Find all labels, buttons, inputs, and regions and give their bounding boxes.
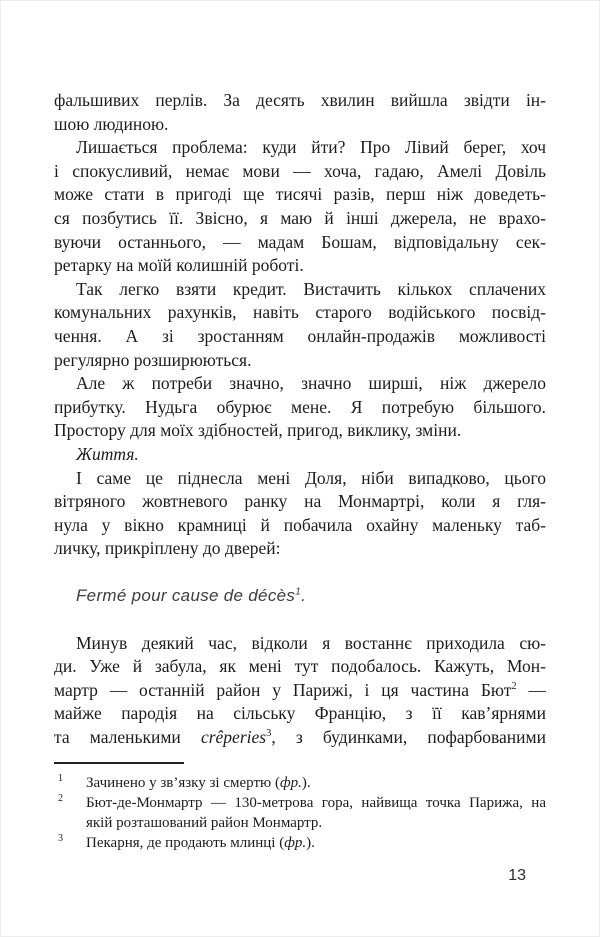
paragraph-continuation bbox=[54, 89, 546, 136]
footnote-number: 3 bbox=[58, 832, 63, 844]
text-segment: і спокусливий, немає мови — хоча, гадаю, Амелі Довіль bbox=[54, 160, 546, 181]
paragraph-fate bbox=[54, 467, 546, 561]
text-line bbox=[54, 655, 546, 679]
footnotes bbox=[54, 773, 546, 853]
footnote-3 bbox=[54, 833, 546, 853]
text-segment: фальшивих перлів. За десять хвилин вийшла звідти ін- bbox=[54, 90, 546, 110]
text-segment: ). bbox=[306, 834, 315, 851]
text-line bbox=[54, 349, 546, 373]
text-segment: фр. bbox=[284, 834, 307, 851]
text-segment: Зачинено у зв’язку зі смертю ( bbox=[86, 774, 280, 791]
text-line bbox=[54, 467, 546, 491]
paragraph-credit bbox=[54, 278, 546, 372]
text-line bbox=[54, 278, 546, 302]
text-line bbox=[54, 396, 546, 420]
text-segment: Fermé pour cause de décès bbox=[76, 586, 296, 606]
text-segment: мартр — останній район у Парижі, і ця частина Бют bbox=[54, 679, 512, 700]
text-segment: Простору для моїх здібностей, пригод, виклику, зміни. bbox=[54, 420, 462, 441]
text-segment: личку, прикріплену до дверей: bbox=[54, 538, 281, 559]
text-line bbox=[54, 679, 546, 703]
text-line bbox=[54, 89, 546, 113]
text-segment: . bbox=[301, 586, 307, 606]
text-line bbox=[54, 443, 546, 467]
text-segment: чення. А зі зростанням онлайн-продажів можливості bbox=[54, 325, 546, 346]
paragraph-problem-where-to-go bbox=[54, 136, 546, 278]
text-segment: Пекарня, де продають млинці ( bbox=[86, 834, 285, 851]
text-line bbox=[54, 183, 546, 207]
text-line bbox=[86, 773, 546, 793]
text-segment: може стати в пригоді ще тисячі разів, перш ніж доведеть- bbox=[54, 184, 546, 205]
footnote-number: 1 bbox=[58, 772, 63, 784]
text-line bbox=[54, 301, 546, 325]
text-segment: фр. bbox=[279, 774, 302, 791]
text-segment: ). bbox=[301, 774, 311, 791]
text-line bbox=[54, 584, 546, 608]
paragraph-needs bbox=[54, 372, 546, 443]
text-line bbox=[54, 231, 546, 255]
text-line bbox=[54, 419, 546, 443]
text-segment: ся позбутись її. Звісно, я маю й інші джерела, не врахо- bbox=[54, 207, 546, 228]
footnote-2 bbox=[54, 793, 546, 833]
text-segment: ди. Уже й забула, як мені тут подобалось. Кажуть, Мон- bbox=[54, 656, 546, 677]
text-line bbox=[86, 813, 546, 833]
paragraph-life bbox=[54, 443, 546, 467]
text-segment: прибутку. Нудьга обурює мене. Я потребую більшого. bbox=[54, 396, 546, 417]
page-content bbox=[54, 89, 546, 853]
footnote-1 bbox=[54, 773, 546, 793]
text-line bbox=[86, 833, 546, 853]
text-segment: шою людиною. bbox=[54, 113, 169, 134]
text-segment: якій розташований район Монмартр. bbox=[86, 814, 323, 831]
text-segment: Так легко взяти кредит. Вистачить кількох сплачених bbox=[76, 278, 546, 299]
paragraph-montmartre bbox=[54, 632, 546, 750]
text-line bbox=[54, 160, 546, 184]
text-segment: вітряного жовтневого ранку на Монмартрі, коли я гля- bbox=[54, 491, 546, 512]
text-line bbox=[54, 113, 546, 137]
body-text bbox=[54, 89, 546, 750]
paragraph-ferme-sign bbox=[54, 584, 546, 608]
text-segment: та маленькими bbox=[54, 727, 201, 748]
text-line bbox=[54, 702, 546, 726]
text-segment: Бют-де-Монмартр — 130-метрова гора, найвища точка Парижа, на bbox=[86, 794, 546, 811]
text-segment: комунальних рахунків, навіть старого водійського посвід- bbox=[54, 302, 546, 323]
text-line bbox=[86, 793, 546, 813]
text-segment: нула у вікно крамниці й побачила охайну маленьку таб- bbox=[54, 514, 546, 535]
text-segment: регулярно розширюються. bbox=[54, 349, 252, 370]
text-segment: Але ж потреби значно, значно ширші, ніж джерело bbox=[76, 373, 546, 394]
text-line bbox=[54, 490, 546, 514]
text-line bbox=[54, 372, 546, 396]
text-line bbox=[54, 254, 546, 278]
superscript-ref: 3 bbox=[266, 728, 272, 740]
footnote-number: 2 bbox=[58, 792, 63, 804]
text-segment: Минув деякий час, відколи я востаннє приходила сю- bbox=[76, 632, 546, 653]
text-line bbox=[54, 207, 546, 231]
text-segment: Лишається проблема: куди йти? Про Лівий берег, хоч bbox=[76, 137, 546, 158]
text-line bbox=[54, 325, 546, 349]
text-line bbox=[54, 537, 546, 561]
footnote-divider bbox=[54, 762, 184, 764]
text-line bbox=[54, 632, 546, 656]
text-segment: І саме це піднесла мені Доля, ніби випадково, цього bbox=[76, 467, 546, 488]
text-segment: ретарку на моїй колишній роботі. bbox=[54, 255, 304, 276]
text-segment: вуючи останнього, — мадам Бошам, відповідальну сек- bbox=[54, 231, 546, 252]
text-segment: майже пародія на сільську Францію, з її кав’ярнями bbox=[54, 703, 546, 724]
text-segment: crêperies bbox=[200, 727, 267, 748]
text-segment: , з будинками, пофарбованими bbox=[271, 727, 546, 748]
text-line bbox=[54, 514, 546, 538]
superscript-ref: 2 bbox=[511, 681, 517, 693]
text-segment: Життя. bbox=[76, 443, 139, 464]
text-line bbox=[54, 726, 546, 750]
text-segment: — bbox=[516, 679, 547, 700]
superscript-ref: 1 bbox=[295, 586, 302, 598]
page-number: 13 bbox=[508, 867, 526, 884]
text-line bbox=[54, 136, 546, 160]
